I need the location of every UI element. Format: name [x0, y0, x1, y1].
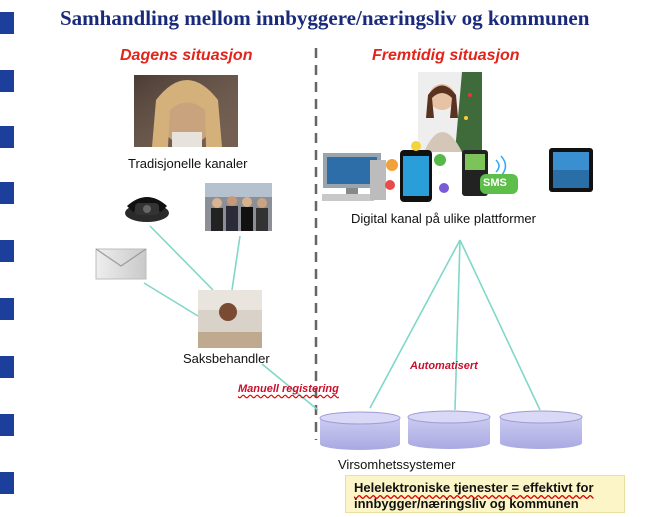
envelope-icon [96, 249, 146, 279]
digital-channel-label: Digital kanal på ulike plattformer [351, 211, 536, 226]
manual-registration-label: Manuell registering [238, 383, 339, 395]
desktop-computer-icon [322, 153, 386, 201]
system-cylinder [320, 412, 400, 450]
slide-title: Samhandling mellom innbyggere/næringsliv og kommunen [60, 6, 590, 30]
smiling-woman-photo [418, 72, 482, 152]
future-situation-heading: Fremtidig situasjon [372, 47, 520, 64]
system-cylinder [408, 411, 490, 449]
business-systems-label: Virsomhetssystemer [338, 457, 456, 472]
traditional-channels-label: Tradisjonelle kanaler [128, 156, 248, 171]
note-line-2: innbygger/næringsliv og kommunen [354, 496, 579, 511]
summary-note [345, 475, 625, 513]
case-worker-label: Saksbehandler [183, 351, 270, 366]
database-cylinders [320, 411, 582, 450]
sms-phone-icon [462, 150, 518, 196]
case-worker-photo [198, 290, 262, 348]
telephone-icon [125, 197, 169, 222]
people-group-photo [205, 183, 272, 231]
current-situation-heading: Dagens situasjon [120, 47, 253, 64]
stressed-woman-photo [134, 75, 238, 147]
system-cylinder [500, 411, 582, 449]
automated-label: Automatisert [410, 360, 478, 372]
sms-text: SMS [483, 177, 507, 189]
tablet-icon [549, 148, 593, 192]
note-line-1: Helelektroniske tjenester = effektivt for [354, 480, 594, 495]
